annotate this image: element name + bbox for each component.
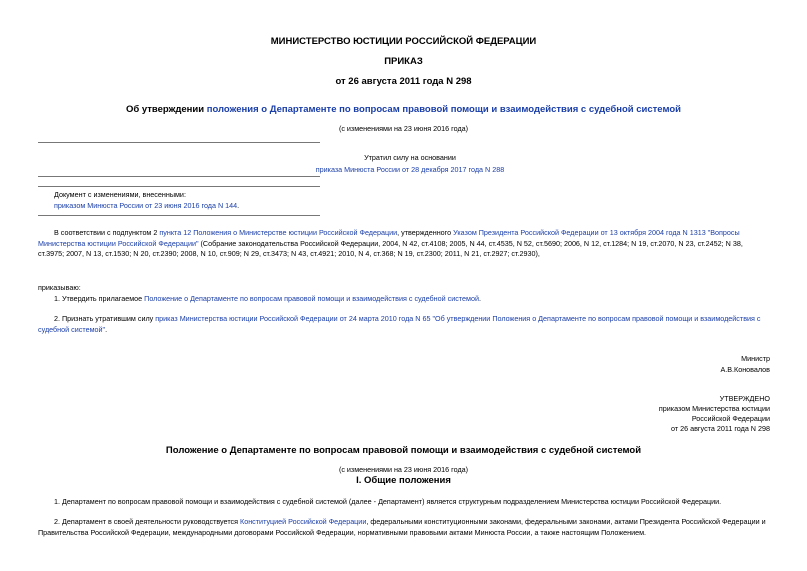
order-item-1 bbox=[38, 294, 770, 305]
preamble-text-1: В соответствии с подпунктом 2 bbox=[54, 228, 160, 237]
changes-note: (с изменениями на 23 июня 2016 года) bbox=[338, 124, 469, 133]
section-1-heading: I. Общие положения bbox=[356, 475, 451, 486]
divider bbox=[38, 142, 320, 143]
regulation-title: Положение о Департаменте по вопросам правовой помощи и взаимодействия с судебной системой bbox=[165, 445, 642, 456]
regulation-changes-note: (с изменениями на 23 июня 2016 года) bbox=[338, 465, 469, 474]
order-item-2 bbox=[38, 314, 770, 335]
regulation-p2-prefix: 2. Департамент в своей деятельности руководствуется bbox=[54, 517, 241, 526]
changes-doc-end: . bbox=[237, 201, 240, 210]
divider bbox=[38, 215, 320, 216]
order-item-1-link[interactable]: Положение о Департаменте по вопросам правовой помощи и взаимодействия с судебной системой bbox=[144, 294, 479, 303]
preamble-link-regulation[interactable]: пункта 12 Положения о Министерстве юстиции Российской Федерации bbox=[159, 228, 398, 237]
constitution-link[interactable]: Конституцией Российской Федерации bbox=[240, 517, 367, 526]
void-notice-link[interactable]: приказа Минюста России от 28 декабря 2017 года N 288 bbox=[315, 165, 505, 174]
approved-label: УТВЕРЖДЕНО bbox=[719, 394, 770, 403]
order-intro: приказываю: bbox=[38, 283, 81, 292]
signature-name: А.В.Коновалов bbox=[720, 365, 770, 374]
order-item-2-link[interactable]: приказ Министерства юстиции Российской Федерации от 24 марта 2010 года N 65 "Об утверждении Положения о Департаменте по вопросам правовой помощи и взаимодействия с судебной системой" bbox=[38, 314, 761, 334]
title-regulation-link[interactable]: положения о Департаменте по вопросам правовой помощи и взаимодействия с судебной системой bbox=[206, 104, 682, 115]
approved-org: Российской Федерации bbox=[691, 414, 770, 423]
preamble-text-3: (Собрание законодательства Российской Федерации, 2004, N 42, ст.4108; 2005, N 44, ст.4535, N 52, ст.5690; 2006, N 12, ст.1284; N 19, ст.2070, N 23, ст.2452; N 38, ст.3975; 2007, N 13, ст.1530; N 20, ст.2390; 2008, N 10, ст.909; N 29, ст.3473; N 43, ст.4921; 2010, N 4, ст.368; N 19, ст.2300; 2011, N 21, ст.2927; ст.2930), bbox=[38, 238, 743, 258]
doc-type-heading: ПРИКАЗ bbox=[384, 56, 423, 67]
document-title bbox=[0, 104, 807, 115]
order-item-1-end: . bbox=[478, 294, 481, 303]
ministry-heading: МИНИСТЕРСТВО ЮСТИЦИИ РОССИЙСКОЙ ФЕДЕРАЦИИ bbox=[270, 36, 537, 47]
regulation-p2-rest: , федеральными конституционными законами, федеральными законами, актами Президента Российской Федерации и Правительства Российской Федерации, международными договорами Российской Федерации, нормативными правовыми актами Минюста России, а также настоящим Положением. bbox=[38, 517, 766, 537]
preamble-text-2: , утвержденного bbox=[397, 228, 454, 237]
preamble-link-decree[interactable]: Указом Президента Российской Федерации от 13 октября 2004 года N 1313 "Вопросы Министерства юстиции Российской Федерации" bbox=[38, 228, 740, 248]
changes-doc-label: Документ с изменениями, внесенными: bbox=[54, 190, 186, 199]
title-prefix: Об утверждении bbox=[125, 104, 207, 115]
divider bbox=[38, 186, 320, 187]
void-notice-container bbox=[300, 165, 520, 175]
divider bbox=[38, 176, 320, 177]
regulation-paragraph-1: 1. Департамент по вопросам правовой помощи и взаимодействия с судебной системой (далее - Департамент) является структурным подразделением Министерства юстиции Российской Федерации. bbox=[54, 497, 722, 506]
signature-position: Министр bbox=[741, 354, 770, 363]
changes-doc-link[interactable]: приказом Минюста России от 23 июня 2016 года N 144 bbox=[54, 201, 238, 210]
approved-by: приказом Министерства юстиции bbox=[658, 404, 770, 413]
preamble-paragraph bbox=[38, 228, 770, 260]
void-notice-line: Утратил силу на основании bbox=[364, 153, 456, 162]
date-number-heading: от 26 августа 2011 года N 298 bbox=[335, 76, 472, 87]
approved-date: от 26 августа 2011 года N 298 bbox=[671, 424, 770, 433]
order-item-2-prefix: 2. Признать утратившим силу bbox=[54, 314, 156, 323]
order-item-2-end: . bbox=[105, 324, 108, 334]
changes-doc-container bbox=[54, 201, 239, 211]
regulation-paragraph-2 bbox=[38, 517, 770, 538]
order-item-1-prefix: 1. Утвердить прилагаемое bbox=[54, 294, 145, 303]
